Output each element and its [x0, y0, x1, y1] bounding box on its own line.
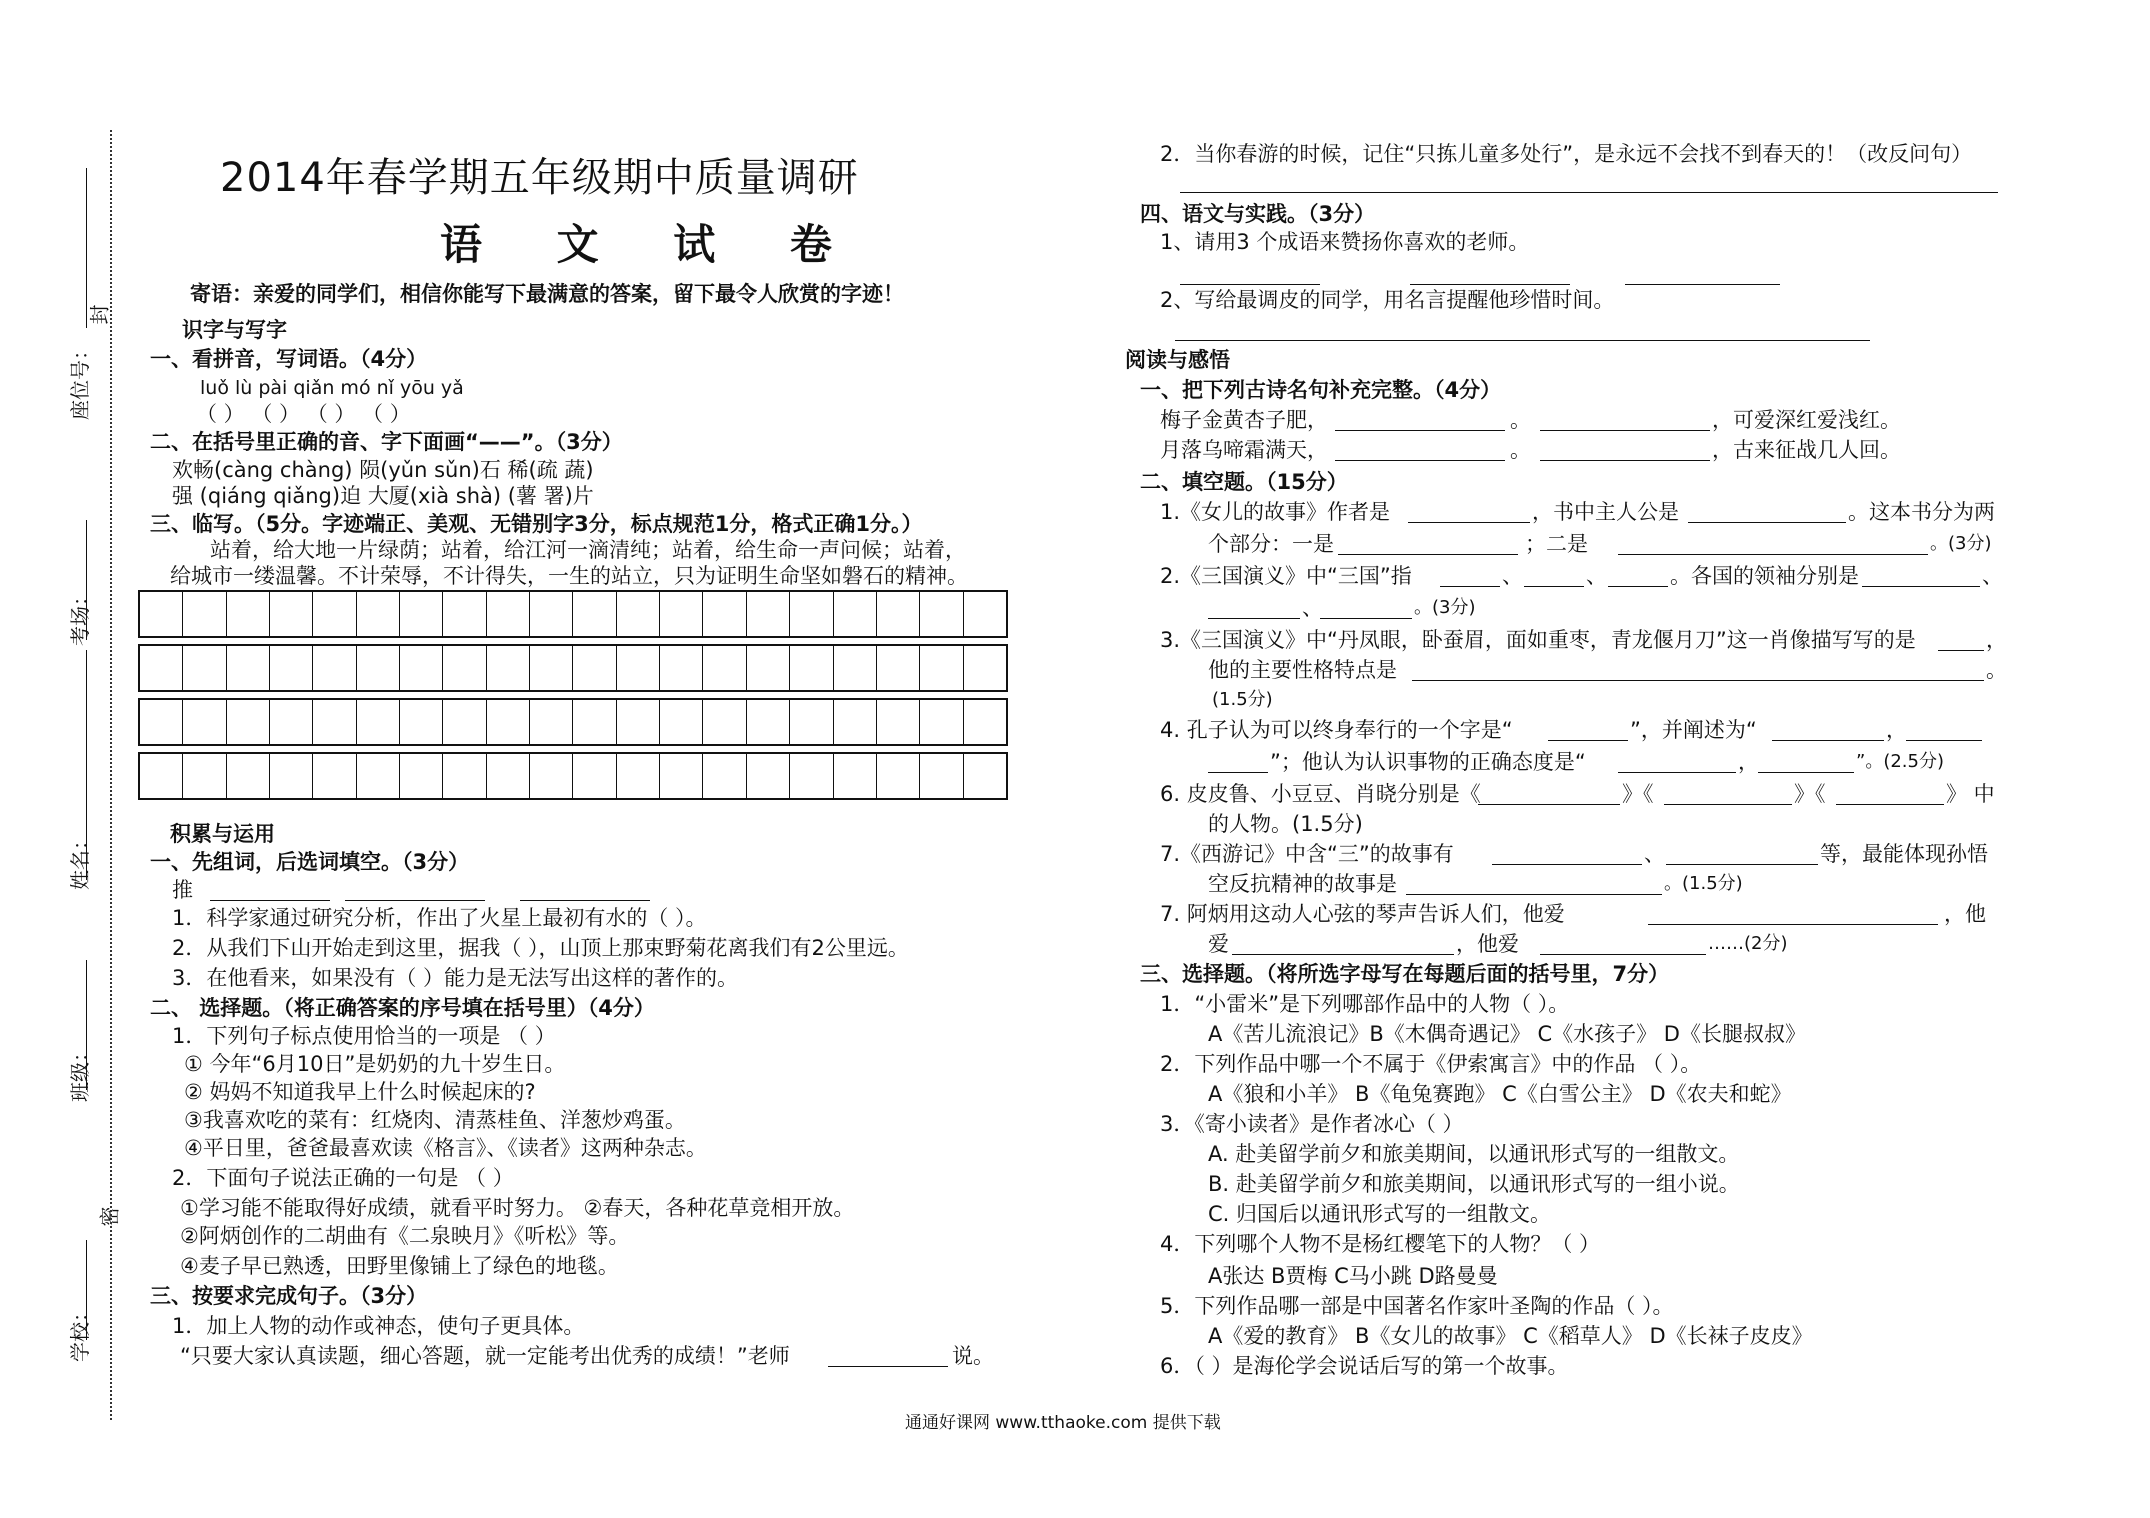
answer-blank[interactable] — [210, 878, 330, 901]
seat-number-label: 座位号： — [68, 340, 92, 420]
choice-options: A《爱的教育》 B《女儿的故事》 C《稻草人》 D《长袜子皮皮》 — [1208, 1324, 1813, 1348]
question-text: 1．“小雷米”是下列哪部作品中的人物（ ）。 — [1160, 992, 1570, 1016]
question-text: 1.《女儿的故事》作者是 — [1160, 500, 1391, 524]
score-note: ……(2分) — [1708, 933, 1788, 954]
answer-blank[interactable] — [1412, 658, 1984, 681]
score-note: (1.5分) — [1212, 689, 1273, 710]
answer-blank[interactable] — [1666, 842, 1818, 865]
poem-line: ，古来征战几人回。 — [1712, 438, 1901, 462]
answer-blank[interactable] — [1410, 262, 1570, 285]
question-text: 2．当你春游的时候，记住“只拣儿童多处行”，是永远不会找不到春天的！（改反问句） — [1160, 142, 1973, 166]
question-text: 。 — [1986, 658, 2007, 682]
question-heading: 一、把下列古诗名句补充完整。（4分） — [1140, 378, 1502, 402]
score-note: ”。(2.5分) — [1856, 751, 1944, 772]
poem-line: 。 — [1510, 438, 1531, 462]
choice-text: ①学习能不能取得好成绩，就看平时努力。 ②春天，各种花草竞相开放。 — [180, 1196, 855, 1220]
answer-blank[interactable] — [1540, 932, 1706, 955]
question-text: 1．下列句子标点使用恰当的一项是 （ ） — [172, 1024, 556, 1048]
question-text: 1、请用3 个成语来赞扬你喜欢的老师。 — [1160, 230, 1530, 254]
poem-line: ，可爱深红爱浅红。 — [1712, 408, 1901, 432]
question-text: 等，最能体现孙悟 — [1820, 842, 1988, 866]
answer-blank[interactable] — [1906, 718, 1982, 741]
answer-blank[interactable] — [1618, 750, 1736, 773]
answer-blank[interactable] — [1338, 532, 1518, 555]
answer-blank[interactable] — [520, 878, 650, 901]
choice-options: A《苦儿流浪记》B《木偶奇遇记》 C《水孩子》 D《长腿叔叔》 — [1208, 1022, 1806, 1046]
answer-blank[interactable] — [1232, 932, 1454, 955]
question-text: ”，并阐述为“ — [1630, 718, 1757, 742]
poem-line: 。 — [1510, 408, 1531, 432]
question-text: 说。 — [952, 1344, 994, 1368]
question-text: ”；他认为认识事物的正确态度是“ — [1270, 750, 1586, 774]
grid-row[interactable] — [138, 698, 1008, 746]
name-line — [86, 650, 87, 880]
question-text: 7. 阿炳用这动人心弦的琴声告诉人们，他爱 — [1160, 902, 1565, 926]
class-label: 班级： — [68, 1042, 92, 1102]
answer-blank[interactable] — [1862, 564, 1980, 587]
answer-blank[interactable] — [1618, 532, 1928, 555]
poem-line: 月落乌啼霜满天， — [1160, 438, 1328, 462]
score-note: 。(3分) — [1930, 533, 1992, 554]
grid-row[interactable] — [138, 590, 1008, 638]
answer-blank[interactable] — [1408, 500, 1530, 523]
choice-text: ② 妈妈不知道我早上什么时候起床的? — [184, 1080, 536, 1104]
answer-blank[interactable] — [828, 1344, 948, 1367]
score-note: 。(1.5分) — [1664, 873, 1743, 894]
choice-text: ① 今年“6月10日”是奶奶的九十岁生日。 — [184, 1052, 566, 1076]
writing-grid[interactable] — [138, 590, 1008, 806]
answer-blank[interactable] — [1772, 718, 1884, 741]
choice-option: B. 赴美留学前夕和旅美期间，以通讯形式写的一组小说。 — [1208, 1172, 1740, 1196]
question-text: 2、写给最调皮的同学，用名言提醒他珍惜时间。 — [1160, 288, 1615, 312]
copy-passage-line: 给城市一缕温馨。不计荣辱，不计得失，一生的站立，只为证明生命坚如磐石的精神。 — [170, 564, 968, 588]
question-heading: 二、填空题。（15分） — [1140, 470, 1348, 494]
answer-blank[interactable] — [1208, 750, 1268, 773]
school-label: 学校： — [68, 1302, 92, 1362]
answer-brackets: （ ） （ ） （ ） （ ） — [196, 402, 411, 426]
answer-blank[interactable] — [1524, 564, 1584, 587]
question-heading: 二、 选择题。（将正确答案的序号填在括号里）（4分） — [150, 996, 655, 1020]
question-text: ，他 — [1944, 902, 1986, 926]
question-heading: 四、语文与实践。（3分） — [1140, 202, 1376, 226]
question-text: 2．下列作品中哪一个不属于《伊索寓言》中的作品 （ ）。 — [1160, 1052, 1702, 1076]
answer-blank[interactable] — [1625, 262, 1780, 285]
question-text: 4. 孔子认为可以终身奉行的一个字是“ — [1160, 718, 1513, 742]
answer-blank[interactable] — [1664, 782, 1792, 805]
choice-options: A张达 B贾梅 C马小跳 D路曼曼 — [1208, 1264, 1498, 1288]
question-text: 1．科学家通过研究分析，作出了火星上最初有水的（ ）。 — [172, 906, 707, 930]
question-text: 的人物。(1.5分) — [1208, 812, 1363, 836]
question-text: 推 — [172, 878, 193, 902]
question-heading: 三、选择题。（将所选字母写在每题后面的括号里，7分） — [1140, 962, 1670, 986]
name-label: 姓名： — [68, 830, 92, 890]
question-heading: 一、看拼音，写词语。（4分） — [150, 347, 428, 371]
answer-blank[interactable] — [1608, 564, 1668, 587]
question-heading: 三、临写。（5分。字迹端正、美观、无错别字3分，标点规范1分，格式正确1分。） — [150, 512, 923, 536]
seal-dotted-line — [110, 130, 112, 1420]
question-text: 、 — [1586, 564, 1607, 588]
seal-char: 密 — [97, 1206, 122, 1227]
question-text: 。这本书分为两 — [1848, 500, 1995, 524]
choice-options: A《狼和小羊》 B《龟兔赛跑》 C《白雪公主》 D《农夫和蛇》 — [1208, 1082, 1792, 1106]
section-heading: 积累与运用 — [170, 822, 275, 846]
answer-line[interactable] — [1180, 170, 1998, 193]
question-text: 6. 皮皮鲁、小豆豆、肖晓分别是《 — [1160, 782, 1481, 806]
grid-row[interactable] — [138, 644, 1008, 692]
answer-blank[interactable] — [1440, 564, 1500, 587]
question-text: 他的主要性格特点是 — [1208, 658, 1397, 682]
copy-passage-line: 站着，给大地一片绿荫；站着，给江河一滴清纯；站着，给生命一声问候；站着， — [210, 538, 966, 562]
question-text: 4．下列哪个人物不是杨红樱笔下的人物？（ ） — [1160, 1232, 1601, 1256]
answer-blank[interactable] — [1492, 842, 1642, 865]
question-text: 、 — [1982, 564, 2003, 588]
question-heading: 二、在括号里正确的音、字下面画“——”。（3分） — [150, 430, 623, 454]
choice-text: ②阿炳创作的二胡曲有《二泉映月》《听松》等。 — [180, 1224, 630, 1248]
grid-row[interactable] — [138, 752, 1008, 800]
exam-subtitle: 语 文 试 卷 — [440, 220, 862, 269]
answer-blank[interactable] — [1688, 500, 1846, 523]
question-text: 》《 — [1794, 782, 1826, 806]
question-text: 7.《西游记》中含“三”的故事有 — [1160, 842, 1454, 866]
question-text: 爱 — [1208, 932, 1229, 956]
question-text: ，书中主人公是 — [1532, 500, 1679, 524]
exam-title: 2014年春学期五年级期中质量调研 — [220, 155, 859, 201]
question-heading: 一、先组词，后选词填空。（3分） — [150, 850, 470, 874]
question-text: ，他爱 — [1456, 932, 1519, 956]
question-text: 》 中 — [1946, 782, 1995, 806]
answer-blank[interactable] — [1335, 408, 1505, 431]
answer-blank[interactable] — [1320, 596, 1412, 619]
question-text: 3．《寄小读者》是作者冰心（ ） — [1160, 1112, 1464, 1136]
answer-blank[interactable] — [345, 878, 485, 901]
question-text: 2．从我们下山开始走到这里，据我（ ），山顶上那束野菊花离我们有2公里远。 — [172, 936, 909, 960]
poem-line: 梅子金黄杏子肥， — [1160, 408, 1328, 432]
question-text: 。各国的领袖分别是 — [1670, 564, 1859, 588]
school-line — [86, 1240, 87, 1340]
section-heading: 识字与写字 — [182, 318, 287, 342]
question-text: ， — [1986, 628, 2007, 652]
motto: 寄语：亲爱的同学们，相信你能写下最满意的答案，留下最令人欣赏的字迹！ — [190, 282, 904, 306]
answer-blank[interactable] — [1938, 628, 1984, 651]
choice-option: C. 归国后以通讯形式写的一组散文。 — [1208, 1202, 1552, 1226]
question-heading: 三、按要求完成句子。（3分） — [150, 1284, 428, 1308]
exam-room-line — [86, 520, 87, 640]
question-text: 2．下面句子说法正确的一句是 （ ） — [172, 1166, 514, 1190]
question-text: 5．下列作品哪一部是中国著名作家叶圣陶的作品（ ）。 — [1160, 1294, 1674, 1318]
answer-line[interactable] — [1175, 318, 1870, 341]
choice-text: ③我喜欢吃的菜有：红烧肉、清蒸桂鱼、洋葱炒鸡蛋。 — [184, 1108, 686, 1132]
question-text: 1．加上人物的动作或神态，使句子更具体。 — [172, 1314, 585, 1338]
question-text: 、 — [1644, 842, 1665, 866]
question-text: 3．在他看来，如果没有（ ）能力是无法写出这样的著作的。 — [172, 966, 739, 990]
answer-blank[interactable] — [1478, 782, 1620, 805]
question-text: ， — [1886, 718, 1907, 742]
score-note: 。(3分) — [1414, 597, 1476, 618]
answer-blank[interactable] — [1540, 438, 1710, 461]
answer-blank[interactable] — [1406, 872, 1662, 895]
question-text: ， — [1738, 750, 1759, 774]
choice-text: ④麦子早已熟透，田野里像铺上了绿色的地毯。 — [180, 1254, 619, 1278]
answer-blank[interactable] — [1758, 750, 1854, 773]
question-text: 6．（ ）是海伦学会说话后写的第一个故事。 — [1160, 1354, 1569, 1378]
exam-room-label: 考场： — [68, 586, 92, 646]
question-text: 空反抗精神的故事是 — [1208, 872, 1397, 896]
seal-char: 封 — [87, 304, 112, 325]
question-text: 3.《三国演义》中“丹凤眼，卧蚕眉，面如重枣，青龙偃月刀”这一肖像描写写的是 — [1160, 628, 1916, 652]
answer-blank[interactable] — [1540, 408, 1710, 431]
question-text: 强 (qiáng qiǎng)迫 大厦(xià shà) (薯 署)片 — [172, 484, 594, 508]
answer-blank[interactable] — [1648, 902, 1938, 925]
question-text: ；二是 — [1525, 532, 1588, 556]
question-text: 2.《三国演义》中“三国”指 — [1160, 564, 1412, 588]
answer-blank[interactable] — [1180, 262, 1320, 285]
answer-blank[interactable] — [1548, 718, 1628, 741]
question-text: 、 — [1502, 564, 1523, 588]
answer-blank[interactable] — [1335, 438, 1505, 461]
question-text: 个部分：一是 — [1208, 532, 1334, 556]
footer-credit: 通通好课网 www.tthaoke.com 提供下载 — [905, 1413, 1221, 1433]
section-heading: 阅读与感悟 — [1125, 348, 1230, 372]
question-text: 》《 — [1622, 782, 1654, 806]
choice-option: A. 赴美留学前夕和旅美期间，以通讯形式写的一组散文。 — [1208, 1142, 1740, 1166]
question-text: 欢畅(càng chàng) 陨(yǔn sǔn)石 稀(疏 蔬) — [172, 458, 594, 482]
question-text: “只要大家认真读题，细心答题，就一定能考出优秀的成绩！”老师 — [180, 1344, 790, 1368]
answer-blank[interactable] — [1208, 596, 1300, 619]
question-text: 、 — [1302, 596, 1323, 620]
pinyin-line: luǒ lù pài qiǎn mó nǐ yōu yǎ — [200, 377, 464, 399]
answer-blank[interactable] — [1836, 782, 1944, 805]
class-line — [86, 960, 87, 1090]
choice-text: ④平日里，爸爸最喜欢读《格言》、《读者》这两种杂志。 — [184, 1136, 707, 1160]
